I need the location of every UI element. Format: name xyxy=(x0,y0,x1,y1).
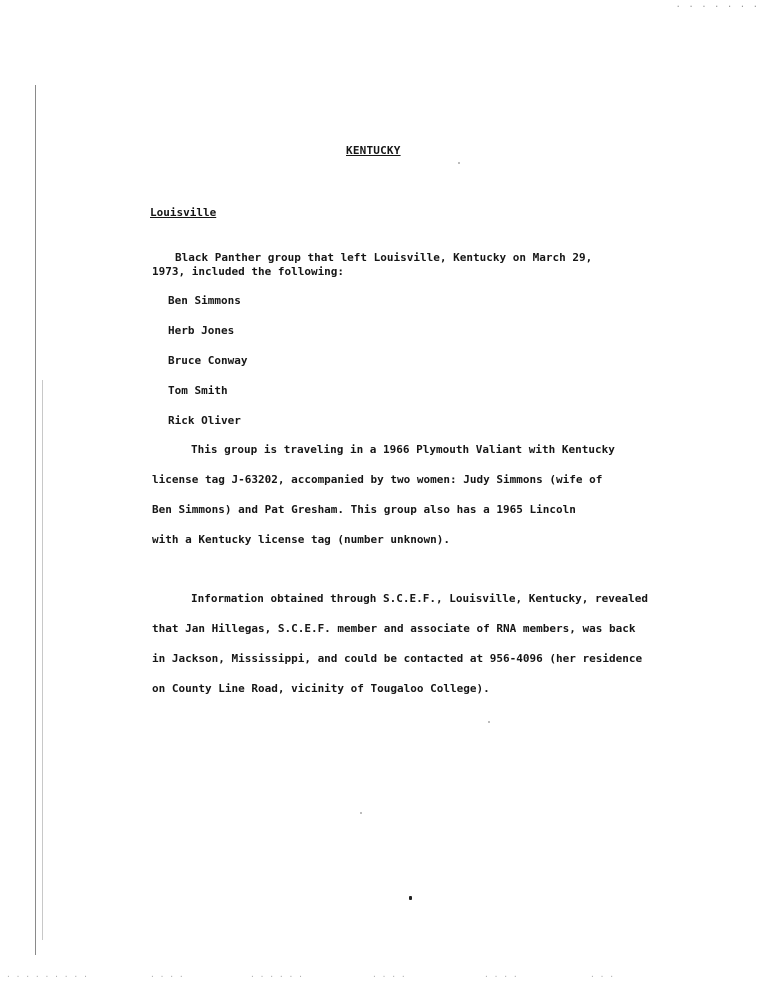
paragraph2-line-2: that Jan Hillegas, S.C.E.F. member and associate of RNA members, was back xyxy=(152,622,636,635)
scan-speck xyxy=(458,162,460,164)
paragraph2-line-3: in Jackson, Mississippi, and could be contacted at 956-4096 (her residence xyxy=(152,652,643,665)
member-item: Ben Simmons xyxy=(168,294,241,307)
paragraph2-line-1: Information obtained through S.C.E.F., Louisville, Kentucky, revealed xyxy=(191,592,648,605)
paragraph1-line-4: with a Kentucky license tag (number unknown). xyxy=(152,533,451,546)
scan-artifact-top: . . . . . . . xyxy=(675,0,759,10)
paragraph1-line-2: license tag J-63202, accompanied by two women: Judy Simmons (wife of xyxy=(152,473,603,486)
document-heading: KENTUCKY xyxy=(346,144,401,157)
scan-artifact-bottom: . . . . . . . . . . . . . . . . . . . . . . . . . . . . . . xyxy=(6,970,615,979)
paragraph2-line-4: on County Line Road, vicinity of Tougaloo College). xyxy=(152,682,490,695)
intro-line-2: 1973, included the following: xyxy=(152,265,345,278)
left-margin-line-faint xyxy=(42,380,43,940)
section-city-heading: Louisville xyxy=(150,206,217,219)
scan-speck xyxy=(488,721,490,723)
paragraph1-line-1: This group is traveling in a 1966 Plymouth Valiant with Kentucky xyxy=(191,443,615,456)
member-item: Tom Smith xyxy=(168,384,228,397)
scan-speck xyxy=(360,812,362,814)
member-item: Herb Jones xyxy=(168,324,235,337)
ink-speck xyxy=(409,896,412,900)
intro-line-1: Black Panther group that left Louisville, Kentucky on March 29, xyxy=(175,251,593,264)
member-item: Bruce Conway xyxy=(168,354,248,367)
paragraph1-line-3: Ben Simmons) and Pat Gresham. This group also has a 1965 Lincoln xyxy=(152,503,576,516)
member-item: Rick Oliver xyxy=(168,414,241,427)
left-margin-line xyxy=(35,85,36,955)
